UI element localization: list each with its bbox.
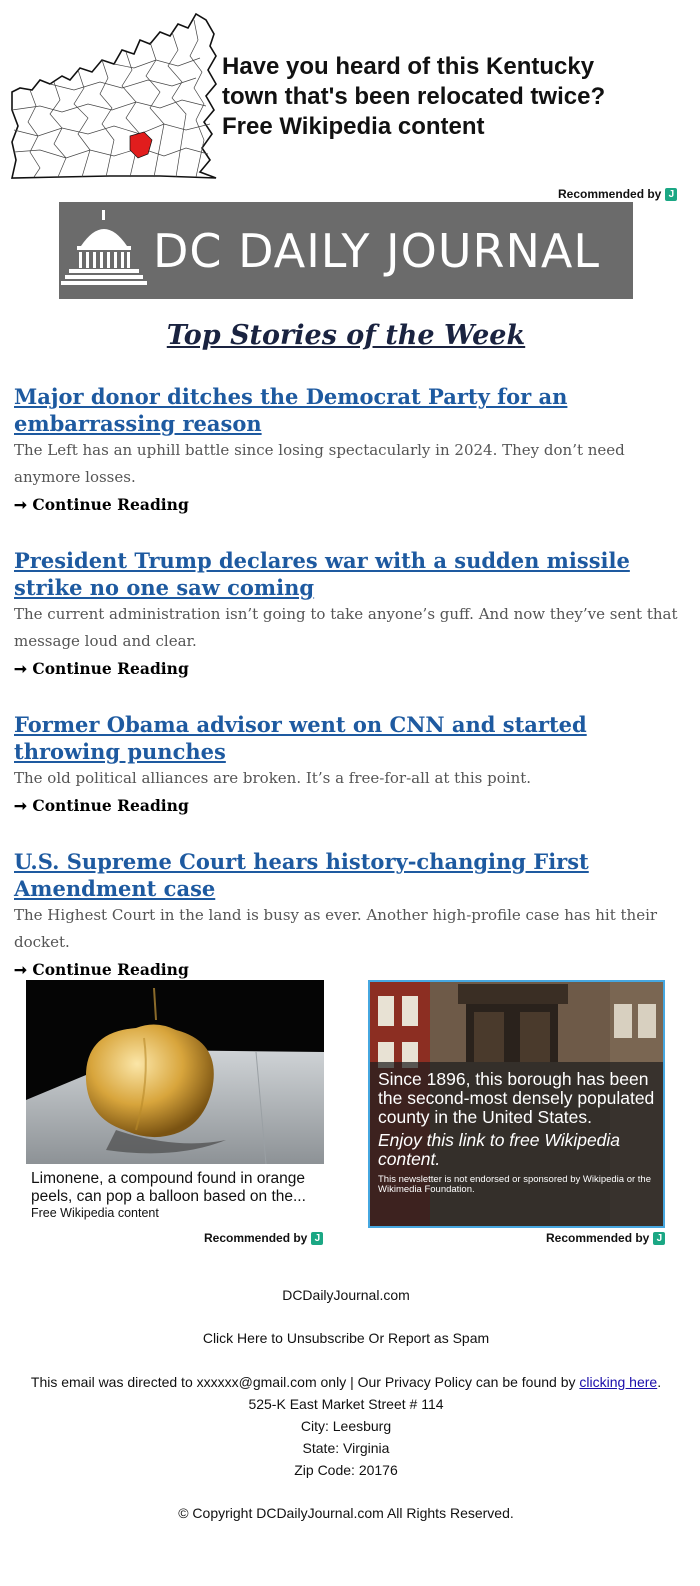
footer-site-name: DCDailyJournal.com <box>282 1287 410 1303</box>
footer-directed-text: This email was directed to xxxxxx@gmail.com only | Our Privacy Policy can be found by <box>30 1374 580 1390</box>
balloon-photo-image <box>26 980 324 1164</box>
right-ad-overlay[interactable] <box>370 1062 663 1226</box>
sponsored-ad-left[interactable] <box>26 980 324 1220</box>
jeeng-logo-icon: J <box>311 1232 323 1245</box>
story-item <box>14 383 684 518</box>
footer-copyright: © Copyright DCDailyJournal.com All Rights Reserved. <box>178 1505 514 1521</box>
story-summary: The Highest Court in the land is busy as ever. Another high-profile case has hit their docket. <box>14 906 658 951</box>
footer-state: State: Virginia <box>302 1440 390 1456</box>
jeeng-logo-icon: J <box>665 188 677 201</box>
right-ad-headline[interactable]: Since 1896, this borough has been the second-most densely populated county in the United States. <box>378 1069 655 1127</box>
recommended-by-label: Recommended by <box>558 187 662 201</box>
masthead-logo[interactable] <box>59 202 633 299</box>
footer-city: City: Leesburg <box>300 1418 392 1434</box>
capitol-dome-icon <box>59 202 149 299</box>
story-title-link[interactable]: U.S. Supreme Court hears history-changing First Amendment case <box>14 849 589 901</box>
kentucky-map-image[interactable] <box>10 10 220 180</box>
footer-street: 525-K East Market Street # 114 <box>248 1396 444 1412</box>
story-summary: The Left has an uphill battle since losing spectacularly in 2024. They don’t need anymore losses. <box>14 441 625 486</box>
top-ad-headline-line1[interactable]: Have you heard of this Kentucky <box>222 53 595 80</box>
story-summary: The current administration isn’t going to take anyone’s guff. And now they’ve sent that message loud and clear. <box>14 605 678 650</box>
right-ad-disclaimer: This newsletter is not endorsed or sponsored by Wikipedia or the Wikimedia Foundation. <box>378 1174 651 1195</box>
top-ad-headline-line2[interactable]: town that's been relocated twice? <box>222 83 606 110</box>
continue-reading-link[interactable]: ➞ Continue Reading <box>14 659 189 678</box>
left-ad-subtext[interactable]: Free Wikipedia content <box>31 1206 159 1220</box>
section-title: Top Stories of the Week <box>166 320 526 351</box>
recommended-by-label: Recommended by <box>546 1231 650 1245</box>
recommended-by-badge-top[interactable] <box>558 187 677 201</box>
unsubscribe-link[interactable]: Click Here to Unsubscribe Or Report as Spam <box>202 1330 490 1346</box>
sponsored-ad-right[interactable] <box>368 980 665 1228</box>
recommended-by-label: Recommended by <box>204 1231 308 1245</box>
balloon-photo[interactable] <box>26 980 324 1164</box>
story-title-link[interactable]: Former Obama advisor went on CNN and started throwing punches <box>14 712 587 764</box>
privacy-policy-link[interactable]: clicking here <box>579 1374 658 1390</box>
jeeng-logo-icon: J <box>653 1232 665 1245</box>
top-sponsored-ad[interactable] <box>10 10 680 182</box>
story-item <box>14 547 684 682</box>
footer-directed-suffix: . <box>657 1374 662 1390</box>
story-item <box>14 711 684 819</box>
footer-directed-line <box>0 1374 692 1390</box>
recommended-by-badge-right[interactable] <box>546 1231 665 1245</box>
story-summary: The old political alliances are broken. It’s a free-for-all at this point. <box>14 769 532 787</box>
masthead-title: DC DAILY JOURNAL <box>153 223 600 278</box>
top-ad-headline[interactable] <box>222 52 672 142</box>
top-ad-headline-line3[interactable]: Free Wikipedia content <box>222 113 485 140</box>
left-ad-caption[interactable]: Limonene, a compound found in orange peels, can pop a balloon based on the... <box>31 1170 306 1205</box>
story-title-link[interactable]: President Trump declares war with a sudden missile strike no one saw coming <box>14 548 630 600</box>
continue-reading-link[interactable]: ➞ Continue Reading <box>14 796 189 815</box>
continue-reading-link[interactable]: ➞ Continue Reading <box>14 960 189 979</box>
continue-reading-link[interactable]: ➞ Continue Reading <box>14 495 189 514</box>
story-item <box>14 848 684 983</box>
recommended-by-badge-left[interactable] <box>204 1231 323 1245</box>
footer-zip: Zip Code: 20176 <box>294 1462 398 1478</box>
story-title-link[interactable]: Major donor ditches the Democrat Party for an embarrassing reason <box>14 384 568 436</box>
right-ad-tagline[interactable]: Enjoy this link to free Wikipedia content. <box>378 1130 621 1169</box>
